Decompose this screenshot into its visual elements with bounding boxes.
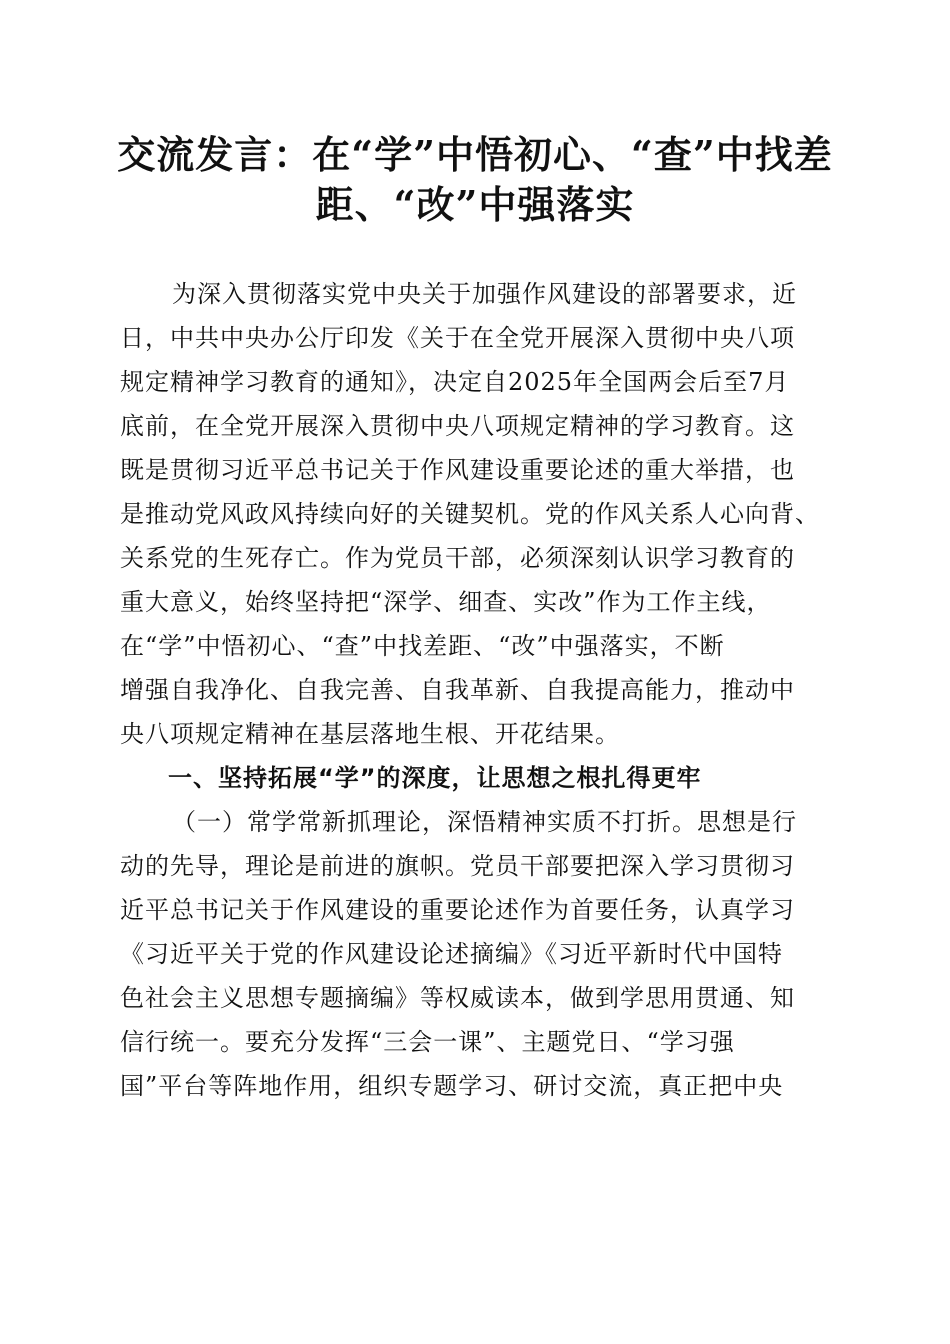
paragraph-line: 为深入贯彻落实党中央关于加强作风建设的部署要求，近 (172, 280, 797, 308)
paragraph-line: 日，中共中央办公厅印发《关于在全党开展深入贯彻中央八项 (120, 324, 795, 352)
paragraph-line: 重大意义，始终坚持把“深学、细查、实改”作为工作主线， (120, 588, 772, 616)
paragraph-line: 信行统一。要充分发挥“三会一课”、主题党日、“学习强 (120, 1028, 735, 1056)
title-line-1: 交流发言：在“学”中悟初心、“查”中找差 (117, 132, 833, 177)
paragraph-line: 增强自我净化、自我完善、自我革新、自我提高能力，推动中 (120, 676, 795, 704)
paragraph-line: 关系党的生死存亡。作为党员干部，必须深刻认识学习教育的 (120, 544, 795, 572)
paragraph-line: 是推动党风政风持续向好的关键契机。党的作风关系人心向背、 (120, 500, 820, 528)
paragraph-line: 既是贯彻习近平总书记关于作风建设重要论述的重大举措，也 (120, 456, 795, 484)
subsection-line: （一）常学常新抓理论，深悟精神实质不打折。思想是行 (172, 808, 797, 836)
title-line-2: 距、“改”中强落实 (315, 182, 635, 227)
paragraph-line: 在“学”中悟初心、“查”中找差距、“改”中强落实，不断 (120, 632, 725, 660)
paragraph-line: 规定精神学习教育的通知》，决定自2025年全国两会后至7月 (120, 368, 790, 396)
paragraph-line: 近平总书记关于作风建设的重要论述作为首要任务，认真学习 (120, 896, 795, 924)
document-body (120, 272, 840, 1108)
paragraph-line: 底前，在全党开展深入贯彻中央八项规定精神的学习教育。这 (120, 412, 795, 440)
paragraph-line: 央八项规定精神在基层落地生根、开花结果。 (120, 720, 620, 748)
paragraph-line: 国”平台等阵地作用，组织专题学习、研讨交流，真正把中央 (120, 1072, 784, 1100)
section-heading: 一、坚持拓展“学”的深度，让思想之根扎得更牢 (168, 764, 702, 792)
paragraph-line: 《习近平关于党的作风建设论述摘编》《习近平新时代中国特 (120, 940, 783, 968)
paragraph-line: 动的先导，理论是前进的旗帜。党员干部要把深入学习贯彻习 (120, 852, 795, 880)
paragraph-line: 色社会主义思想专题摘编》等权威读本，做到学思用贯通、知 (120, 984, 795, 1012)
document-title (100, 130, 850, 230)
